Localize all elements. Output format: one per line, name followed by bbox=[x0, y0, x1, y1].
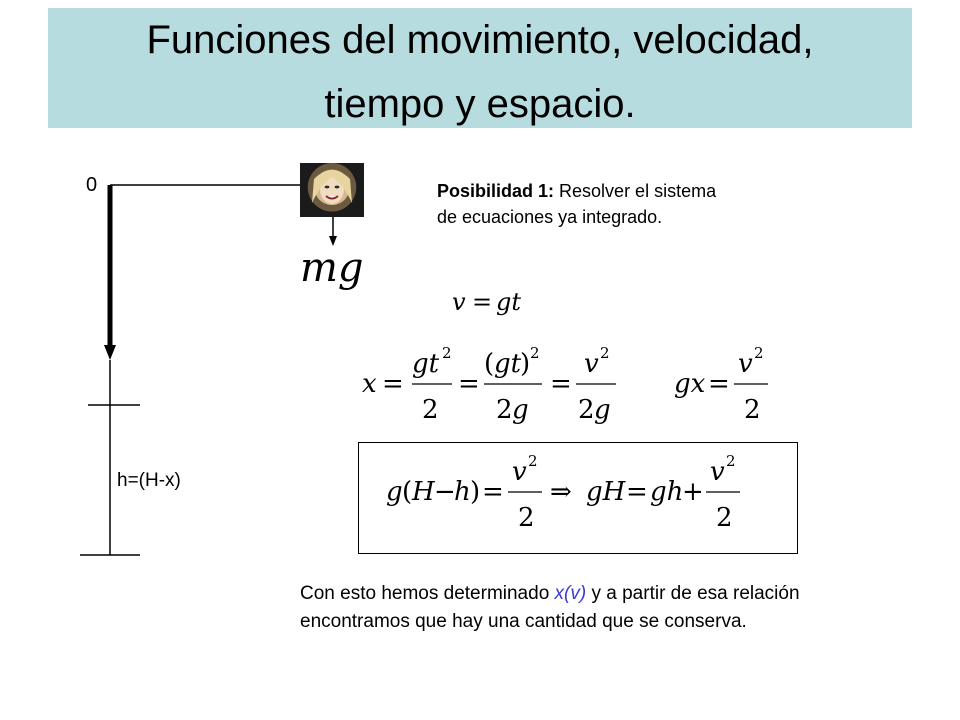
svg-text:v: v bbox=[584, 349, 599, 379]
svg-text:2: 2 bbox=[600, 344, 610, 362]
svg-text:2: 2 bbox=[726, 452, 736, 470]
gx-equation bbox=[672, 342, 782, 432]
conservation-equation bbox=[384, 450, 784, 546]
svg-text:mg: mg bbox=[300, 245, 364, 291]
position-equation bbox=[360, 342, 630, 432]
svg-text:=: = bbox=[550, 369, 572, 399]
svg-text:g: g bbox=[512, 395, 529, 425]
velocity-equation bbox=[450, 284, 540, 324]
possibility-body: Resolver el sistema de ecuaciones ya integrado. bbox=[437, 181, 717, 227]
svg-text:2: 2 bbox=[442, 344, 452, 362]
svg-text:=: = bbox=[472, 288, 493, 316]
svg-text:gt: gt bbox=[496, 288, 522, 316]
svg-text:v: v bbox=[452, 288, 466, 316]
conclusion-part-1: Con esto hemos determinado bbox=[300, 583, 555, 604]
svg-text:2: 2 bbox=[744, 395, 761, 425]
falling-person-photo bbox=[300, 163, 364, 217]
svg-text:2: 2 bbox=[422, 395, 439, 425]
svg-text:=: = bbox=[382, 369, 404, 399]
svg-text:2: 2 bbox=[518, 503, 535, 533]
svg-text:2: 2 bbox=[754, 344, 764, 362]
svg-text:gx: gx bbox=[674, 369, 706, 399]
svg-text:2: 2 bbox=[496, 395, 513, 425]
svg-text:gt: gt bbox=[412, 349, 440, 379]
svg-text:2: 2 bbox=[528, 452, 538, 470]
svg-text:=: = bbox=[482, 477, 504, 507]
possibility-text bbox=[437, 178, 737, 230]
svg-text:=: = bbox=[708, 369, 730, 399]
svg-text:2: 2 bbox=[530, 344, 540, 362]
svg-text:(: ( bbox=[484, 349, 495, 379]
svg-text:2: 2 bbox=[578, 395, 595, 425]
svg-text:x: x bbox=[362, 369, 377, 399]
svg-text:(: ( bbox=[402, 477, 413, 507]
svg-text:=: = bbox=[626, 477, 648, 507]
svg-text:gt: gt bbox=[494, 349, 522, 379]
svg-text:⇒: ⇒ bbox=[550, 477, 572, 507]
force-label bbox=[298, 245, 368, 293]
svg-text:gh: gh bbox=[650, 477, 684, 507]
conclusion-emphasis: x(v) bbox=[554, 583, 587, 604]
svg-text:−: − bbox=[434, 477, 456, 507]
conclusion-text bbox=[300, 580, 860, 636]
svg-text:2: 2 bbox=[716, 503, 733, 533]
svg-text:v: v bbox=[710, 457, 725, 487]
origin-label: 0 bbox=[86, 174, 98, 196]
conclusion-part-2: y a partir de esa relación encontramos que hay una cantidad que se conserva. bbox=[300, 583, 800, 632]
height-label: h=(H-x) bbox=[117, 470, 181, 491]
svg-text:+: + bbox=[682, 477, 704, 507]
svg-text:H: H bbox=[412, 477, 435, 507]
title-line-1: Funciones del movimiento, velocidad, bbox=[146, 18, 814, 62]
svg-text:): ) bbox=[470, 477, 481, 507]
svg-text:h: h bbox=[454, 477, 471, 507]
svg-text:g: g bbox=[386, 477, 403, 507]
svg-text:g: g bbox=[594, 395, 611, 425]
svg-text:gH: gH bbox=[586, 477, 626, 507]
svg-text:=: = bbox=[458, 369, 480, 399]
svg-text:v: v bbox=[512, 457, 527, 487]
displacement-arrow-head bbox=[104, 345, 116, 360]
possibility-heading: Posibilidad 1: bbox=[437, 181, 555, 201]
title-line-2: tiempo y espacio. bbox=[324, 82, 636, 126]
svg-text:): ) bbox=[520, 349, 531, 379]
svg-text:v: v bbox=[738, 349, 753, 379]
